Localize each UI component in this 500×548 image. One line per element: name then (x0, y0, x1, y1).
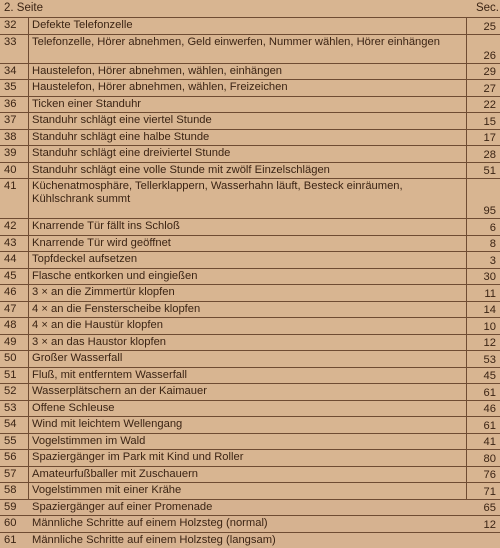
table-row (0, 218, 500, 235)
table-row (0, 499, 500, 516)
table-row (0, 284, 500, 301)
table-row (0, 96, 500, 113)
track-number: 56 (0, 450, 28, 464)
track-duration: 6 (462, 222, 500, 235)
track-number: 38 (0, 130, 28, 144)
table-row (0, 235, 500, 252)
track-number: 40 (0, 163, 28, 177)
table-row (0, 251, 500, 268)
track-description: Vogelstimmen im Wald (28, 434, 462, 448)
track-number: 53 (0, 401, 28, 415)
track-description: Wasserplätschern an der Kaimauer (28, 384, 462, 398)
track-number: 51 (0, 368, 28, 382)
track-description: Haustelefon, Hörer abnehmen, wählen, einhängen (28, 64, 462, 78)
track-number: 59 (0, 500, 28, 514)
table-row (0, 268, 500, 285)
track-duration: 8 (462, 238, 500, 251)
seconds-column-label: Sec. (476, 0, 499, 17)
table-row (0, 63, 500, 80)
track-description: Spaziergänger im Park mit Kind und Roller (28, 450, 462, 464)
table-row (0, 532, 500, 548)
track-number: 48 (0, 318, 28, 332)
track-duration: 26 (462, 50, 500, 63)
track-description: Männliche Schritte auf einem Holzsteg (langsam) (28, 533, 462, 547)
track-number: 46 (0, 285, 28, 299)
track-duration: 65 (462, 502, 500, 515)
track-description: Standuhr schlägt eine dreiviertel Stunde (28, 146, 462, 160)
track-duration: 61 (462, 420, 500, 433)
track-description: Ticken einer Standuhr (28, 97, 462, 111)
track-description: Offene Schleuse (28, 401, 462, 415)
track-list (0, 17, 500, 548)
track-duration: 30 (462, 271, 500, 284)
track-duration: 46 (462, 403, 500, 416)
track-description: Haustelefon, Hörer abnehmen, wählen, Freizeichen (28, 80, 462, 94)
track-number: 55 (0, 434, 28, 448)
track-duration: 22 (462, 99, 500, 112)
table-row (0, 178, 500, 218)
track-number: 44 (0, 252, 28, 266)
table-row (0, 400, 500, 417)
side-label: 2. Seite (4, 0, 43, 17)
list-header (0, 0, 500, 17)
track-description: Standuhr schlägt eine viertel Stunde (28, 113, 462, 127)
track-number: 47 (0, 302, 28, 316)
track-number: 57 (0, 467, 28, 481)
track-number: 33 (0, 35, 28, 49)
track-duration: 41 (462, 436, 500, 449)
track-duration: 10 (462, 321, 500, 334)
track-number: 52 (0, 384, 28, 398)
track-duration: 45 (462, 370, 500, 383)
track-number: 49 (0, 335, 28, 349)
track-number: 54 (0, 417, 28, 431)
track-description: Vogelstimmen mit einer Krähe (28, 483, 462, 497)
track-duration: 14 (462, 304, 500, 317)
track-number: 42 (0, 219, 28, 233)
track-number: 37 (0, 113, 28, 127)
track-duration: 12 (462, 519, 500, 532)
track-duration: 76 (462, 469, 500, 482)
track-duration: 80 (462, 453, 500, 466)
track-description: Topfdeckel aufsetzen (28, 252, 462, 266)
table-row (0, 162, 500, 179)
track-duration: 95 (462, 205, 500, 218)
track-duration: 11 (462, 288, 500, 301)
track-description: 4 × an die Fensterscheibe klopfen (28, 302, 462, 316)
track-duration: 71 (462, 486, 500, 499)
table-row (0, 34, 500, 63)
table-row (0, 383, 500, 400)
track-description: Knarrende Tür wird geöffnet (28, 236, 462, 250)
table-row (0, 433, 500, 450)
track-number: 34 (0, 64, 28, 78)
table-row (0, 482, 500, 499)
track-number: 43 (0, 236, 28, 250)
track-description: Defekte Telefonzelle (28, 18, 462, 32)
track-description: Flasche entkorken und eingießen (28, 269, 462, 283)
table-row (0, 317, 500, 334)
track-duration: 29 (462, 66, 500, 79)
track-description: Standuhr schlägt eine volle Stunde mit zwölf Einzelschlägen (28, 163, 462, 177)
track-description: Knarrende Tür fällt ins Schloß (28, 219, 462, 233)
track-number: 35 (0, 80, 28, 94)
table-row (0, 416, 500, 433)
track-number: 36 (0, 97, 28, 111)
track-number: 61 (0, 533, 28, 547)
track-number: 58 (0, 483, 28, 497)
track-description: Amateurfußballer mit Zuschauern (28, 467, 462, 481)
track-duration: 17 (462, 132, 500, 145)
track-description: Standuhr schlägt eine halbe Stunde (28, 130, 462, 144)
track-duration: 61 (462, 387, 500, 400)
track-number: 32 (0, 18, 28, 32)
track-description: Großer Wasserfall (28, 351, 462, 365)
track-description: 3 × an die Zimmertür klopfen (28, 285, 462, 299)
track-number: 50 (0, 351, 28, 365)
track-duration: 3 (462, 255, 500, 268)
table-row (0, 112, 500, 129)
table-row (0, 466, 500, 483)
track-duration: 28 (462, 149, 500, 162)
track-duration: 27 (462, 83, 500, 96)
table-row (0, 350, 500, 367)
track-description: Küchenatmosphäre, Tellerklappern, Wasserhahn läuft, Besteck einräumen, Kühlschrank summt (28, 179, 462, 206)
track-description: Telefonzelle, Hörer abnehmen, Geld einwerfen, Nummer wählen, Hörer einhängen (28, 35, 462, 49)
table-row (0, 334, 500, 351)
table-row (0, 301, 500, 318)
track-description: Spaziergänger auf einer Promenade (28, 500, 462, 514)
table-row (0, 17, 500, 34)
track-number: 41 (0, 179, 28, 193)
table-row (0, 367, 500, 384)
table-row (0, 145, 500, 162)
track-duration: 25 (462, 21, 500, 34)
track-number: 39 (0, 146, 28, 160)
track-number: 45 (0, 269, 28, 283)
track-duration: 53 (462, 354, 500, 367)
track-description: Fluß, mit entferntem Wasserfall (28, 368, 462, 382)
table-row (0, 129, 500, 146)
track-number: 60 (0, 516, 28, 530)
table-row (0, 79, 500, 96)
track-description: Männliche Schritte auf einem Holzsteg (normal) (28, 516, 462, 530)
track-duration: 51 (462, 165, 500, 178)
track-duration: 12 (462, 337, 500, 350)
table-row (0, 515, 500, 532)
table-row (0, 449, 500, 466)
track-description: Wind mit leichtem Wellengang (28, 417, 462, 431)
track-duration: 15 (462, 116, 500, 129)
track-description: 4 × an die Haustür klopfen (28, 318, 462, 332)
track-description: 3 × an das Haustor klopfen (28, 335, 462, 349)
